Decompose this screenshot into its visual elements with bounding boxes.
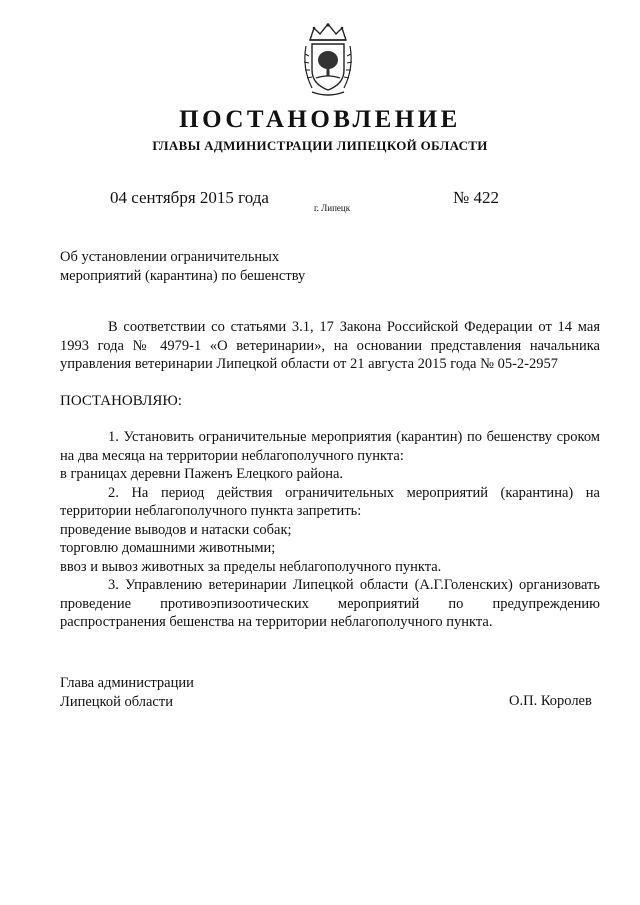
subject-line-1: Об установлении ограничительных (60, 249, 280, 265)
item-1: 1. Установить ограничительные мероприятия (карантин) по бешенству сроком на два месяца на территории неблагополучного пункта: (60, 429, 600, 464)
item-2: 2. На период действия ограничительных мероприятий (карантина) на территории неблагополучного пункта запретить: (60, 484, 600, 519)
coat-of-arms-emblem (300, 22, 356, 98)
item-2-prohibition-a: проведение выводов и натаски собак; (60, 521, 292, 538)
document-subtitle: ГЛАВЫ АДМИНИСТРАЦИИ ЛИПЕЦКОЙ ОБЛАСТИ (152, 138, 488, 153)
signatory-position-line-1: Глава администрации (60, 675, 194, 691)
decree-items (60, 428, 600, 632)
preamble-paragraph (60, 318, 600, 374)
document-title: ПОСТАНОВЛЕНИЕ (179, 106, 461, 133)
item-1-scope: в границах деревни Паженъ Елецкого района. (60, 466, 344, 482)
item-3: 3. Управлению ветеринарии Липецкой области (А.Г.Голенских) организовать проведение противоэпизоотических мероприятий по предупреждению распространения бешенства на территории неблагополучного пункта. (60, 577, 600, 630)
subject-line-2: мероприятий (карантина) по бешенству (60, 268, 306, 284)
signatory-name: О.П. Королев (509, 693, 592, 709)
decree-word: ПОСТАНОВЛЯЮ: (60, 393, 182, 409)
document-subject (60, 248, 360, 286)
document-date: 04 сентября 2015 года (110, 188, 269, 207)
document-city: г. Липецк (314, 203, 351, 213)
item-2-prohibition-b: торговлю домашними животными; (60, 540, 276, 556)
signatory-position-line-2: Липецкой области (60, 694, 173, 710)
preamble-text: В соответствии со статьями 3.1, 17 Закона Российской Федерации от 14 мая 1993 года № 4979-1 «О ветеринарии», на основании представления начальника управления ветеринарии Липецкой области от 21 августа 2015 года № 05-2-2957 (60, 319, 600, 372)
item-2-prohibition-c: ввоз и вывоз животных за пределы неблагополучного пункта. (60, 558, 442, 575)
document-number: № 422 (453, 188, 499, 207)
lipetsk-coat-of-arms-icon (300, 22, 356, 98)
signatory-position (60, 674, 194, 712)
